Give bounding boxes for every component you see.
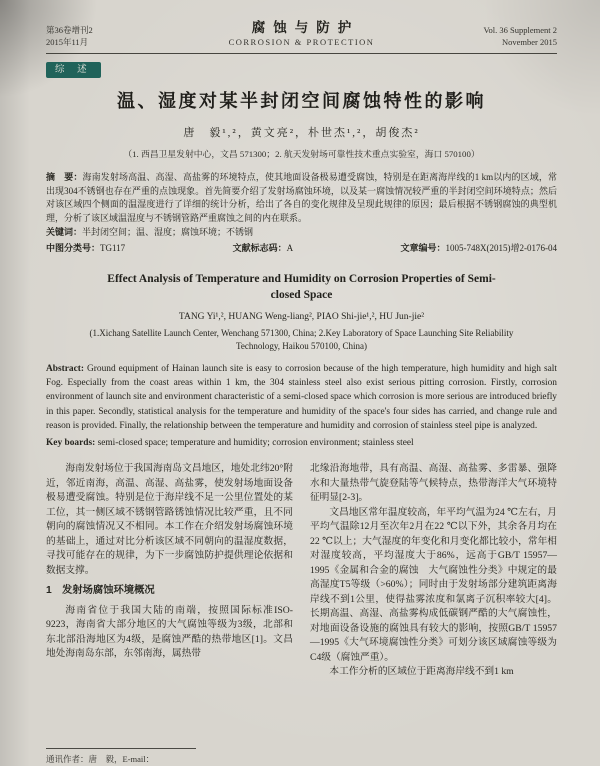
document-code-value: A: [286, 242, 294, 253]
clc-number: [46, 242, 125, 256]
keywords-cn-text: 半封闭空间；温、湿度；腐蚀环境；不锈钢: [82, 227, 254, 238]
body-paragraph: 海南省位于我国大陆的南端，按照国际标准ISO-9223，海南省大部分地区的大气腐蚀等级为3级，北部和东北部沿海地区为4级，是腐蚀严酷的热带地区[1]。文昌地处海南岛东部，东邻南海，属热带: [46, 604, 293, 659]
article-title-en: Effect Analysis of Temperature and Humidity on Corrosion Properties of Semi-closed Space: [107, 272, 496, 301]
abstract-en-section: [46, 362, 557, 450]
article-id-label: 文章编号：: [400, 242, 446, 253]
journal-date-en: November 2015: [501, 37, 557, 47]
abstract-cn: [46, 171, 557, 225]
body-paragraph: 本工作分析的区域位于距离海岸线不到1 km: [329, 666, 514, 677]
article-authors-en: TANG Yi¹,², HUANG Weng-liang², PIAO Shi-jie¹,², HU Jun-jie²: [178, 311, 425, 322]
category-badge: 综 述: [46, 62, 101, 78]
right-column: [310, 462, 557, 680]
article-affiliation-en: (1.Xichang Satellite Launch Center, Wenchang 571300, China; 2.Key Laboratory of Space Launching Site Reliability Technology, Haikou 570100, China): [89, 327, 514, 351]
abstract-cn-text: 海南发射场高温、高湿、高盐雾的环境特点，使其地面设备极易遭受腐蚀，特别是在距离海岸线的1 km以内的区域，常出现304不锈钢也存在严重的点蚀现象。首先简要介绍了发射场腐蚀环境，以及某一腐蚀情况较严重的半封闭空间环境特点；然后对该区域四个侧面的温湿度进行了详细的统计分析，给出了各自的变化规律及呈现此规律的原因；最后根据不锈钢腐蚀的典型机理，分析了该区域温湿度与不锈钢管路严重腐蚀之间的内在联系。: [46, 172, 557, 223]
journal-name-cn: 腐蚀与防护: [251, 20, 360, 35]
document-code-label: 文献标志码：: [232, 242, 287, 253]
section-heading-1: 1 发射场腐蚀环境概况: [46, 585, 155, 596]
keywords-en-text: semi-closed space; temperature and humidity; corrosion environment; stainless steel: [97, 437, 414, 448]
article-id: [400, 242, 557, 256]
journal-name-en: CORROSION & PROTECTION: [228, 37, 375, 47]
journal-name-block: [164, 22, 439, 48]
journal-volume-en-block: [439, 24, 557, 48]
journal-volume-cn: 第36卷增刊2: [46, 25, 93, 35]
article-affiliation-cn: （1. 西昌卫星发射中心，文昌 571300；2. 航天发射场可靠性技术重点实验室，海口 570100）: [123, 149, 480, 159]
abstract-cn-section: [46, 171, 557, 256]
keywords-en-label: Key boards:: [46, 437, 96, 448]
keywords-en: [46, 436, 557, 450]
header-rule: [46, 53, 557, 54]
journal-volume-en: Vol. 36 Supplement 2: [483, 25, 557, 35]
article-id-value: 1005-748X(2015)增2-0176-04: [445, 242, 557, 253]
abstract-en-text: Ground equipment of Hainan launch site is easy to corrosion because of the high temperature, high humidity and high salt Fog. Especially from the coast areas within 1 km, the 304 stainless steel also exist serious pitting corrosion. Firstly, corrosion environment of launch site and environment characteristic of a semi-closed space which corrosion is more serious are introduced briefly in this paper. Secondly, statistical analysis for the temperature and humidity of the space's four sides has carried, and change rule and reason is provided. Finally, the relationship between the temperature and humidity and corrosion of stainless steel pipe is analyzed.: [46, 363, 558, 432]
left-column: [46, 462, 293, 680]
journal-volume-cn-block: [46, 24, 164, 48]
clc-label: 中图分类号：: [46, 242, 101, 253]
article-authors-cn: 唐 毅¹,²，黄文亮²，朴世杰¹,²，胡俊杰²: [183, 127, 420, 139]
clc-value: TG117: [100, 242, 126, 253]
abstract-cn-label: 摘 要：: [46, 172, 83, 182]
keywords-cn: [46, 226, 557, 240]
footnote-rule: [46, 748, 196, 749]
body-paragraph: 文昌地区常年温度较高，年平均气温为24 ℃左右，月平均气温除12月至次年2月在22 ℃以下外，其余各月均在22 ℃以上；大气湿度的年变化和月变化都比较小，常年相对湿度较高，平均湿度大于86%，远高于GB/T 15957—1995《金属和合金的腐蚀 大气腐蚀性分类》中规定的最高湿度T5等级（>60%）；同时由于发射场部分建筑距离海岸线不到1公里，使得盐雾浓度和氯离子沉积率较大[4]。长期高温、高湿、高盐雾构成低碳钢严酷的大气腐蚀性，对地面设备设施的腐蚀具有较大的影响，按照GB/T 15957—1995《大气环境腐蚀性分类》可划分该区域腐蚀等级为C4级（腐蚀严重）。: [310, 506, 557, 663]
body-paragraph: 北缘沿海地带，具有高温、高湿、高盐雾、多雷暴、强降水和大量热带气旋登陆等气候特点，热带海洋大气环境特征明显[2-3]。: [310, 463, 557, 503]
document-code: [233, 242, 294, 256]
footnote: 通讯作者：唐 毅，E-mail：: [46, 754, 155, 764]
abstract-en-label: Abstract:: [46, 363, 85, 374]
article-title-cn: 温、湿度对某半封闭空间腐蚀特性的影响: [117, 91, 486, 111]
body-columns: [46, 462, 557, 680]
keywords-cn-label: 关键词：: [46, 227, 83, 238]
body-paragraph: 海南发射场位于我国海南岛文昌地区，地处北纬20°附近，邻近南海，高温、高湿、高盐雾，使发射场地面设备极易遭受腐蚀。特别是位于海岸线不足一公里位置处的某工位，其一侧区域不锈钢管路锈蚀情况比较严重，且不同朝向的腐蚀情况又不相同。本工作在介绍发射场腐蚀环境的基础上，通过对比分析该区域不同朝向的温湿度数据，寻找可能存在的规律，为下一步腐蚀防护提供理论依据和数据支撑。: [46, 463, 293, 576]
article-meta-row: [46, 242, 557, 256]
journal-header: [46, 22, 557, 48]
journal-date-cn: 2015年11月: [46, 37, 89, 47]
abstract-en: [46, 362, 557, 434]
